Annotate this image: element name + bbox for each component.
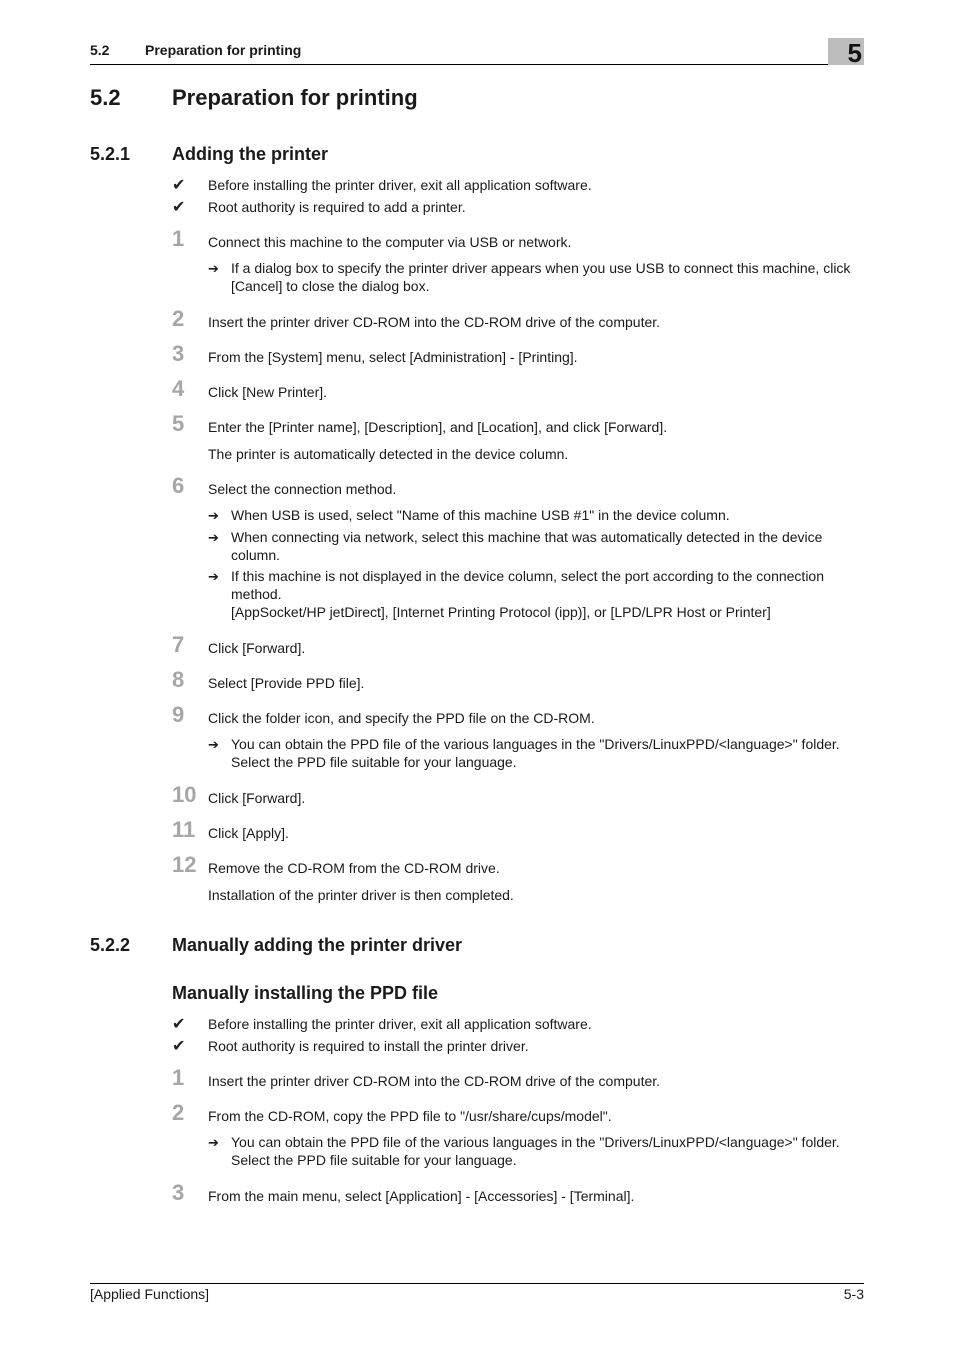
subsection-title: Manually adding the printer driver [172, 935, 463, 955]
step-text: Click [Apply]. [208, 825, 289, 841]
step-note: When USB is used, select "Name of this machine USB #1" in the device column. [231, 507, 730, 523]
section-title: Preparation for printing [172, 85, 418, 110]
header-section-number: 5.2 [90, 42, 110, 58]
arrow-right-icon: ➔ [208, 530, 219, 545]
step-note: If this machine is not displayed in the device column, select the port according to the connection method. [231, 568, 825, 602]
arrow-right-icon: ➔ [208, 508, 219, 523]
step-text: From the main menu, select [Application] - [Accessories] - [Terminal]. [208, 1188, 635, 1204]
arrow-right-icon: ➔ [208, 737, 219, 752]
checkmark-icon: ✔ [172, 177, 186, 194]
prereq-item: Root authority is required to install the printer driver. [208, 1038, 529, 1054]
chapter-number: 5 [847, 38, 862, 68]
prereq-item: Before installing the printer driver, exit all application software. [208, 1016, 592, 1032]
step-number: 9 [172, 702, 185, 727]
step-number: 10 [172, 782, 197, 807]
step-result: Installation of the printer driver is then completed. [208, 887, 514, 903]
step-number: 7 [172, 632, 185, 657]
step-note: You can obtain the PPD file of the various languages in the "Drivers/LinuxPPD/<language>" folder. Select the PPD file suitable for your language. [231, 736, 840, 770]
step-number: 8 [172, 667, 185, 692]
step-text: From the CD-ROM, copy the PPD file to "/usr/share/cups/model". [208, 1108, 612, 1124]
step-text: Connect this machine to the computer via USB or network. [208, 234, 572, 250]
subsection-number: 5.2.2 [90, 935, 131, 955]
footer-divider [90, 1283, 864, 1284]
step-number: 5 [172, 411, 185, 436]
step-number: 3 [172, 341, 185, 366]
section-number: 5.2 [90, 85, 121, 110]
step-number: 1 [172, 1065, 185, 1090]
step-note: When connecting via network, select this machine that was automatically detected in the device column. [231, 529, 823, 563]
step-number: 11 [172, 817, 196, 842]
checkmark-icon: ✔ [172, 1038, 186, 1055]
arrow-right-icon: ➔ [208, 569, 219, 584]
header-divider [90, 64, 864, 65]
step-number: 4 [172, 376, 185, 401]
checkmark-icon: ✔ [172, 199, 186, 216]
prereq-item: Before installing the printer driver, exit all application software. [208, 177, 592, 193]
step-note-continuation: [AppSocket/HP jetDirect], [Internet Printing Protocol (ipp)], or [LPD/LPR Host or Printer] [231, 604, 771, 620]
step-text: Select the connection method. [208, 481, 397, 497]
step-result: The printer is automatically detected in the device column. [208, 446, 569, 462]
subsection-title: Adding the printer [172, 144, 328, 164]
step-text: Click the folder icon, and specify the PPD file on the CD-ROM. [208, 710, 595, 726]
step-number: 2 [172, 306, 185, 331]
step-text: Select [Provide PPD file]. [208, 675, 365, 691]
step-number: 3 [172, 1180, 185, 1205]
step-text: Remove the CD-ROM from the CD-ROM drive. [208, 860, 500, 876]
step-text: Enter the [Printer name], [Description], and [Location], and click [Forward]. [208, 419, 668, 435]
step-text: From the [System] menu, select [Administration] - [Printing]. [208, 349, 578, 365]
step-number: 1 [172, 226, 185, 251]
step-note: You can obtain the PPD file of the various languages in the "Drivers/LinuxPPD/<language>" folder. Select the PPD file suitable for your language. [231, 1134, 840, 1168]
prereq-item: Root authority is required to add a printer. [208, 199, 466, 215]
footer-page-number: 5-3 [843, 1286, 864, 1302]
step-note: If a dialog box to specify the printer driver appears when you use USB to connect this machine, click [Cancel] to close the dialog box. [231, 260, 851, 294]
step-text: Click [Forward]. [208, 640, 306, 656]
step-number: 6 [172, 473, 185, 498]
subsection-number: 5.2.1 [90, 144, 131, 164]
header-section-title: Preparation for printing [145, 42, 302, 58]
step-text: Insert the printer driver CD-ROM into the CD-ROM drive of the computer. [208, 314, 661, 330]
step-text: Click [New Printer]. [208, 384, 328, 400]
checkmark-icon: ✔ [172, 1016, 186, 1033]
step-text: Click [Forward]. [208, 790, 306, 806]
arrow-right-icon: ➔ [208, 261, 219, 276]
subheading: Manually installing the PPD file [172, 983, 439, 1003]
step-text: Insert the printer driver CD-ROM into the CD-ROM drive of the computer. [208, 1073, 661, 1089]
step-number: 12 [172, 852, 197, 877]
step-number: 2 [172, 1100, 185, 1125]
arrow-right-icon: ➔ [208, 1135, 219, 1150]
footer-manual-name: [Applied Functions] [90, 1286, 210, 1302]
